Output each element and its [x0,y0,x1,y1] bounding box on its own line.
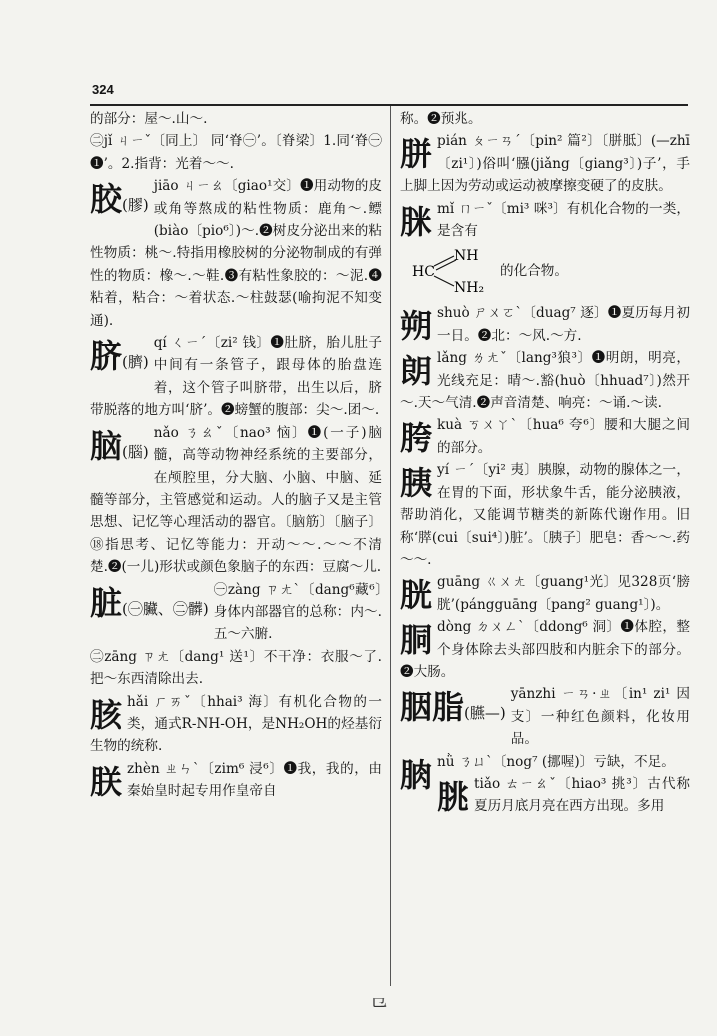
entry-nao [90,422,382,579]
header-rule [90,104,688,106]
formula-nh2: NH₂ [454,280,485,297]
headword: 胲 [90,695,123,734]
headword: 脏(㊀臟、㊁髒) [90,583,209,622]
headword: 脑(腦) [90,426,149,465]
definition: tiǎo ㄊㄧㄠˇ〔hiao³ 挑³〕古代称夏历月底月亮在西方出现。多用 [474,775,690,815]
entry-jiao [90,175,382,332]
headword: 朗 [400,352,433,391]
scan-mark: ⺋ [370,994,388,1015]
entry-zang [90,579,382,646]
headword: 朔 [400,307,433,346]
definition: kuà ㄎㄨㄚˋ〔hua⁶ 夸⁶〕腰和大腿之间的部分。 [437,417,690,456]
entry-hai [90,691,382,758]
definition: lǎng ㄌㄤˇ〔lang³狼³〕❶明朗，明亮，光线充足：晴～.豁(huò〔hhuad⁷〕)然开～.天～气清.❷声音清楚、响亮：～诵.～读. [400,350,690,412]
entry-pian [400,130,690,197]
entry-continuation: 的部分：屋～.山～. [90,111,208,127]
right-column [400,108,690,818]
definition: shuò ㄕㄨㄛˋ〔duag⁷ 逐〕❶夏历每月初一日。❷北：～风.～方. [437,305,690,344]
headword: 朒 [400,755,433,794]
definition: ㊀zàng ㄗㄤˋ〔dang⁶藏⁶〕身体内部器官的总称：内～.五～六腑. [213,581,382,643]
entry-zang-sub: ㊁zāng ㄗㄤ〔dang¹ 送¹〕不干净：衣服～了.把～东西清除出去. [90,648,382,688]
definition: yānzhi ㄧㄢ·ㄓ〔in¹ zi¹ 因支〕一种红色颜料，化妆用品。 [510,686,690,748]
headword: 胱 [400,576,433,615]
entry-guang [400,571,690,616]
definition: zhèn ㄓㄣˋ〔zim⁶ 浸⁶〕❶我，我的，由秦始皇时起专用作皇帝自 [127,760,382,800]
definition: jiāo ㄐㄧㄠ〔giao¹交〕❶用动物的皮或角等熬成的粘性物质：鹿角～.鳔(biào〔pio⁶〕)～.❷树皮分泌出来的粘性物质：桃～.特指用橡胶树的分泌物制成的有弹性的物质：橡～.～鞋.❸有粘性象胶的：～泥.❹粘着，粘合：～着状态.～柱鼓瑟(喻拘泥不知变通). [90,178,382,329]
headword: 胯 [400,419,433,458]
definition: nǜ ㄋㄩˋ〔nog⁷ (挪喔)〕亏缺，不足。 [437,753,675,770]
left-column [90,108,382,803]
entry-shuo [400,302,690,347]
chemical-formula [408,246,690,296]
definition: guāng ㄍㄨㄤ〔guang¹光〕见328页‘膀胱’(pángguāng〔pang² guang¹〕)。 [437,574,690,613]
entry-ji-sub: ㊁jǐ ㄐㄧˇ〔同上〕 同‘脊㊀’。〔脊梁〕1.同‘脊㊀❶’。2.指背：光着～～. [90,133,382,172]
formula-hc: HC [412,264,435,281]
definition: dòng ㄉㄨㄥˋ〔ddong⁶ 洞〕❶体腔，整个身体除去头部四肢和内脏余下的部分。❷大肠。 [400,619,690,680]
headword: 朕 [90,762,123,801]
entry-yi [400,459,690,571]
entry-continuation: 称。❷预兆。 [400,111,482,127]
headword: 胼 [400,135,433,174]
entry-tiao [400,773,690,818]
definition: pián ㄆㄧㄢˊ〔pin² 篇²〕〔胼胝〕(—zhī〔zi¹〕)俗叫‘膙(jiǎng〔giang³〕)子’，手上脚上因为劳动或运动被摩擦变硬了的皮肤。 [400,133,690,195]
headword: 胭脂(臙—) [400,688,506,727]
formula-nh: NH [454,248,479,265]
entry-dong [400,616,690,683]
column-divider [390,106,391,986]
definition: mǐ ㄇㄧˇ〔mi³ 咪³〕有机化合物的一类，是含有 [437,200,690,240]
headword: 胶(膠) [90,180,149,219]
entry-mi [400,198,690,243]
entry-qi [90,332,382,422]
entry-zhen [90,758,382,803]
entry-lang [400,347,690,414]
definition: qí ㄑㄧˊ〔zi² 钱〕❶肚脐，胎儿肚子中间有一条管子，跟母体的胎盘连着，这个管子叫脐带，出生以后，脐带脱落的地方叫‘脐’。❷螃蟹的腹部：尖～.团～. [90,335,382,419]
definition: yí ㄧˊ〔yi² 夷〕胰腺，动物的腺体之一，在胃的下面，形状象牛舌，能分泌胰液，帮助消化，又能调节糖类的新陈代谢作用。旧称‘膵(cui〔sui⁴〕)脏’。〔胰子〕肥皂：香～～.药～～. [400,462,690,568]
definition: nǎo ㄋㄠˇ〔nao³ 恼〕❶(一子)脑髓，高等动物神经系统的主要部分，在颅腔里，分大脑、小脑、中脑、延髓等部分，主管感觉和运动。人的脑子又是主管思想、记忆等心理活动的器官。〔脑筋〕〔脑子〕⑱指思考、记忆等能力：开动～～.～～不清楚.❷(一儿)形状或颜色象脑子的东西：豆腐～儿. [90,424,382,576]
headword: 胰 [400,464,433,503]
headword: 朓 [437,777,470,816]
headword: 脒 [400,202,433,241]
entry-yanzhi [400,683,690,750]
amidine-structure [408,246,498,296]
headword: 脐(臍) [90,337,149,376]
definition: hǎi ㄏㄞˇ〔hhai³ 海〕有机化合物的一类，通式R-NH-OH，是NH₂OH的烃基衍生物的统称. [90,693,382,755]
headword: 胴 [400,621,433,660]
entry-kua [400,414,690,459]
formula-caption: 的化合物。 [500,263,568,280]
entry-nu [400,751,690,794]
page-number: 324 [92,82,114,97]
